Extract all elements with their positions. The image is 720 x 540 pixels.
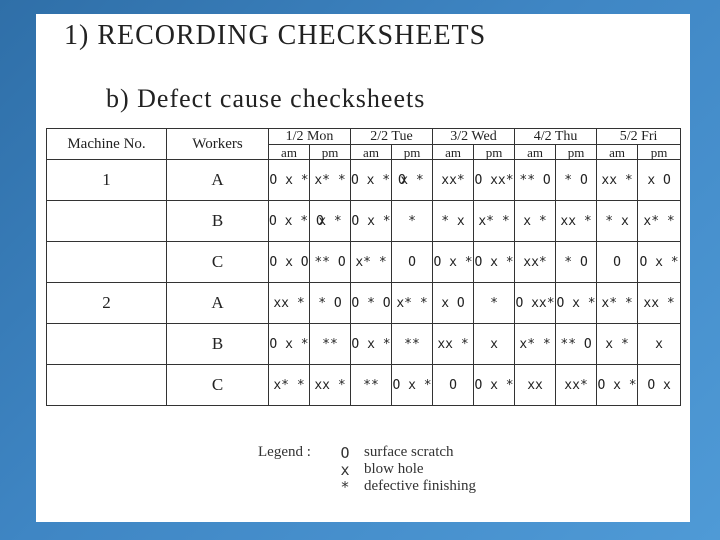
defect-cell: x * [515, 201, 556, 242]
defect-cell: O [597, 242, 638, 283]
table-row [47, 201, 681, 242]
defect-cell: x O [433, 283, 474, 324]
defect-cell: O x * O [351, 160, 392, 201]
column-header-day: 5/2 Fri [597, 129, 681, 145]
defect-cell: * x [433, 201, 474, 242]
defect-cell: O x * [433, 242, 474, 283]
slide [36, 14, 690, 522]
defect-cell: x* * [638, 201, 681, 242]
worker-cell: B [167, 201, 269, 242]
defect-cell: * O [556, 160, 597, 201]
column-header-machine: Machine No. [47, 129, 167, 160]
defect-cell: xx * [310, 365, 351, 406]
defect-cell: * x [597, 201, 638, 242]
defect-cell: x * [310, 201, 351, 242]
worker-cell: A [167, 283, 269, 324]
legend [258, 444, 476, 495]
defect-cell: O xx* [515, 283, 556, 324]
defect-cell: xx [515, 365, 556, 406]
worker-cell: C [167, 242, 269, 283]
table-row [47, 365, 681, 406]
defect-cell: x* * [269, 365, 310, 406]
machine-cell [47, 201, 167, 242]
defect-cell: * [474, 283, 515, 324]
legend-symbol: O [340, 443, 350, 462]
defect-cell: xx* [515, 242, 556, 283]
defect-cell: ** [310, 324, 351, 365]
legend-title: Legend : [258, 444, 311, 460]
defect-cell: O x * [392, 365, 433, 406]
column-header-day: 2/2 Tue [351, 129, 433, 145]
defect-cell: O xx* [474, 160, 515, 201]
defect-cell: O x * [351, 324, 392, 365]
defect-cell: O x * [474, 365, 515, 406]
defect-cell: x [474, 324, 515, 365]
defect-cell: ** O [556, 324, 597, 365]
defect-cell: xx* [433, 160, 474, 201]
legend-row [258, 461, 476, 478]
defect-cell: O x * [474, 242, 515, 283]
defect-cell: xx * [269, 283, 310, 324]
page-title: 1) RECORDING CHECKSHEETS [64, 20, 487, 51]
pm-header: pm [392, 145, 433, 160]
defect-cell: ** O [515, 160, 556, 201]
defect-cell: O x O [269, 242, 310, 283]
defect-cell: O x * [269, 324, 310, 365]
am-header: am [597, 145, 638, 160]
column-header-day: 1/2 Mon [269, 129, 351, 145]
machine-cell: 1 [47, 160, 167, 201]
machine-cell [47, 324, 167, 365]
machine-cell [47, 365, 167, 406]
defect-cell: x* * [310, 160, 351, 201]
defect-cell: ** [392, 324, 433, 365]
pm-header: pm [474, 145, 515, 160]
defect-cell: O [433, 365, 474, 406]
legend-symbol: x [340, 460, 350, 479]
table-row [47, 160, 681, 201]
defect-cell: xx * [597, 160, 638, 201]
am-header: am [433, 145, 474, 160]
defect-cell: ** O [310, 242, 351, 283]
defect-cell: O x * [269, 160, 310, 201]
column-header-day: 4/2 Thu [515, 129, 597, 145]
pm-header: pm [556, 145, 597, 160]
defect-cell: xx * [638, 283, 681, 324]
defect-cell: O x * [638, 242, 681, 283]
defect-cell: x * [597, 324, 638, 365]
defect-cell: O x * [351, 201, 392, 242]
table-row [47, 283, 681, 324]
defect-cell: x* * [474, 201, 515, 242]
table-row [47, 242, 681, 283]
defect-cell: * O [556, 242, 597, 283]
defect-cell: x* * [515, 324, 556, 365]
defect-cell: x O [638, 160, 681, 201]
legend-row [258, 444, 476, 461]
legend-label: defective finishing [364, 478, 477, 494]
defect-cell: O x * [556, 283, 597, 324]
defect-cell: * O [310, 283, 351, 324]
defect-cell: xx* [556, 365, 597, 406]
defect-cell: O * O [351, 283, 392, 324]
am-header: am [269, 145, 310, 160]
defect-cell: O [392, 242, 433, 283]
defect-cell: xx * [556, 201, 597, 242]
defect-cell: x* * [392, 283, 433, 324]
am-header: am [351, 145, 392, 160]
defect-cell: * [392, 201, 433, 242]
header-row [47, 129, 681, 145]
legend-label: surface scratch [364, 444, 454, 460]
defect-cell: x * [392, 160, 433, 201]
defect-checksheet-table [46, 128, 681, 406]
defect-cell: ** [351, 365, 392, 406]
section-subtitle: b) Defect cause checksheets [106, 84, 426, 113]
worker-cell: C [167, 365, 269, 406]
worker-cell: B [167, 324, 269, 365]
defect-cell: x* * [351, 242, 392, 283]
pm-header: pm [310, 145, 351, 160]
machine-cell: 2 [47, 283, 167, 324]
legend-label: blow hole [364, 461, 424, 477]
defect-cell: x [638, 324, 681, 365]
legend-row [258, 478, 476, 495]
defect-cell: O x * O [269, 201, 310, 242]
table-row [47, 324, 681, 365]
defect-cell: xx * [433, 324, 474, 365]
machine-cell [47, 242, 167, 283]
am-header: am [515, 145, 556, 160]
defect-cell: O x [638, 365, 681, 406]
legend-symbol: * [340, 477, 350, 496]
column-header-workers: Workers [167, 129, 269, 160]
worker-cell: A [167, 160, 269, 201]
column-header-day: 3/2 Wed [433, 129, 515, 145]
defect-cell: O x * [597, 365, 638, 406]
defect-cell: x* * [597, 283, 638, 324]
pm-header: pm [638, 145, 681, 160]
